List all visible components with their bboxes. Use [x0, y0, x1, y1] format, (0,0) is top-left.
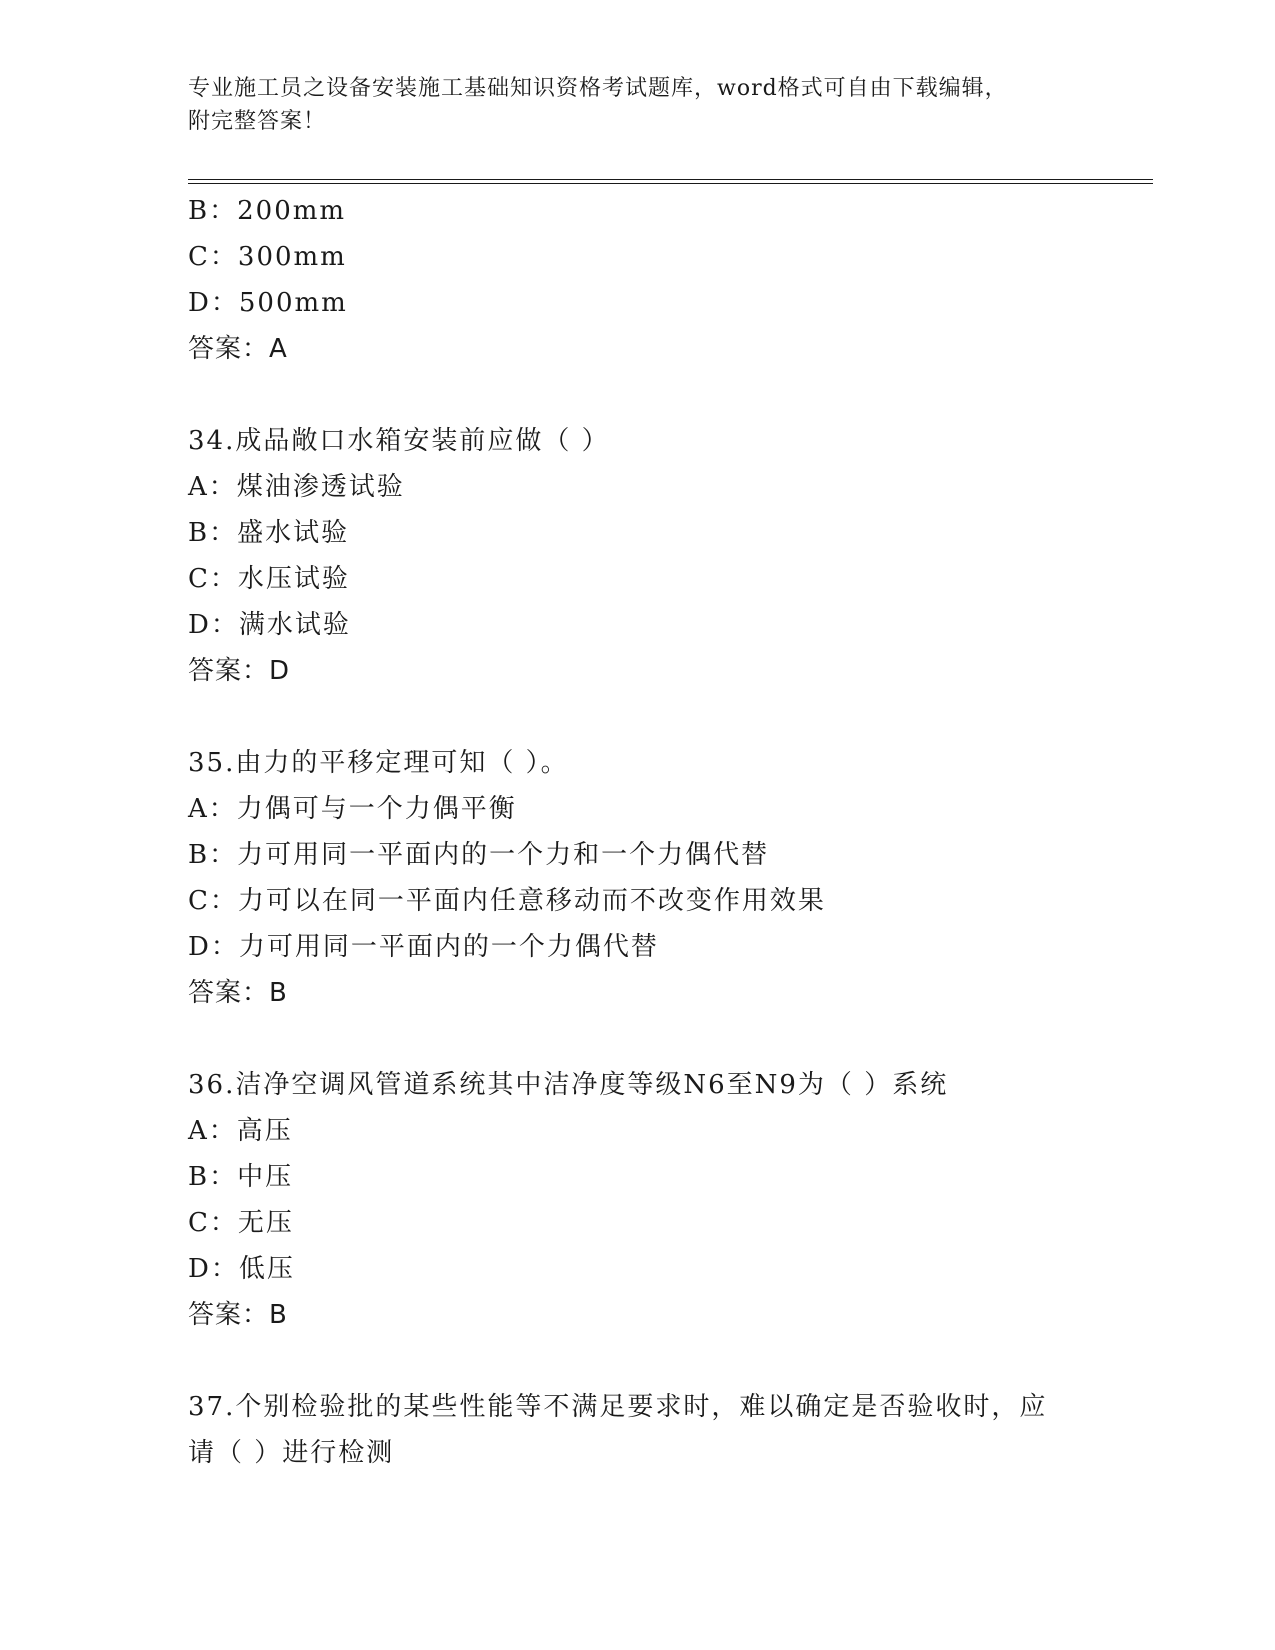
option-label: A：: [188, 472, 237, 502]
option-b: [188, 832, 1153, 878]
option-d: [188, 1246, 1153, 1292]
option-text: 高压: [236, 1116, 293, 1146]
spacer: [188, 694, 1153, 740]
option-text: 力可用同一平面内的一个力和一个力偶代替: [237, 840, 770, 870]
question-stem: 36.洁净空调风管道系统其中洁净度等级N6至N9为（ ）系统: [188, 1070, 949, 1100]
option-text: 力可用同一平面内的一个力偶代替: [238, 932, 659, 962]
answer-line: 答案：A: [188, 334, 288, 364]
option-label: B：: [188, 1162, 238, 1192]
question-stem: 34.成品敞口水箱安装前应做（ ）: [188, 426, 610, 456]
question-37: [188, 1384, 1153, 1476]
option-label: D：: [188, 1254, 239, 1284]
header-divider-bottom: [188, 183, 1153, 184]
option-text: 水压试验: [237, 564, 350, 594]
option-d: [188, 602, 1153, 648]
option-text: 中压: [237, 1162, 294, 1192]
option-text: 300mm: [237, 242, 347, 272]
option-label: C：: [188, 886, 238, 916]
option-c: [188, 234, 1153, 280]
question-stem-line-2: 请（ ）进行检测: [188, 1438, 395, 1468]
option-a: [188, 786, 1153, 832]
question-33-continued: [188, 188, 1153, 372]
option-c: [188, 1200, 1153, 1246]
option-a: [188, 464, 1153, 510]
option-label: D：: [188, 610, 239, 640]
question-35: [188, 740, 1153, 1016]
option-label: A：: [188, 794, 237, 824]
answer-line: 答案：B: [188, 1300, 288, 1330]
option-b: [188, 1154, 1153, 1200]
option-text: 盛水试验: [237, 518, 350, 548]
option-label: D：: [188, 288, 239, 318]
option-d: [188, 924, 1153, 970]
option-text: 煤油渗透试验: [236, 472, 405, 502]
option-label: C：: [188, 242, 238, 272]
option-label: B：: [188, 196, 238, 226]
option-label: C：: [188, 564, 238, 594]
answer-line: 答案：D: [188, 656, 291, 686]
spacer: [188, 1338, 1153, 1384]
question-34: [188, 418, 1153, 694]
option-text: 低压: [238, 1254, 295, 1284]
option-text: 500mm: [238, 288, 348, 318]
option-c: [188, 878, 1153, 924]
option-label: B：: [188, 840, 238, 870]
document-header: [188, 72, 1088, 138]
header-divider-top: [188, 179, 1153, 180]
spacer: [188, 1016, 1153, 1062]
question-stem-line-1: 37.个别检验批的某些性能等不满足要求时，难以确定是否验收时，应: [188, 1392, 1048, 1422]
option-text: 力偶可与一个力偶平衡: [236, 794, 517, 824]
option-a: [188, 1108, 1153, 1154]
option-text: 力可以在同一平面内任意移动而不改变作用效果: [237, 886, 826, 916]
option-text: 无压: [237, 1208, 294, 1238]
option-text: 满水试验: [238, 610, 351, 640]
option-text: 200mm: [237, 196, 347, 226]
question-stem: 35.由力的平移定理可知（ ）。: [188, 748, 569, 778]
option-d: [188, 280, 1153, 326]
header-line-2: 附完整答案！: [188, 109, 327, 134]
question-list: [188, 188, 1153, 1476]
header-line-1: 专业施工员之设备安装施工基础知识资格考试题库，word格式可自由下载编辑，: [188, 76, 1008, 101]
option-label: B：: [188, 518, 238, 548]
option-label: D：: [188, 932, 239, 962]
option-b: [188, 510, 1153, 556]
question-36: [188, 1062, 1153, 1338]
option-b: [188, 188, 1153, 234]
option-c: [188, 556, 1153, 602]
spacer: [188, 372, 1153, 418]
answer-line: 答案：B: [188, 978, 288, 1008]
option-label: C：: [188, 1208, 238, 1238]
option-label: A：: [188, 1116, 237, 1146]
